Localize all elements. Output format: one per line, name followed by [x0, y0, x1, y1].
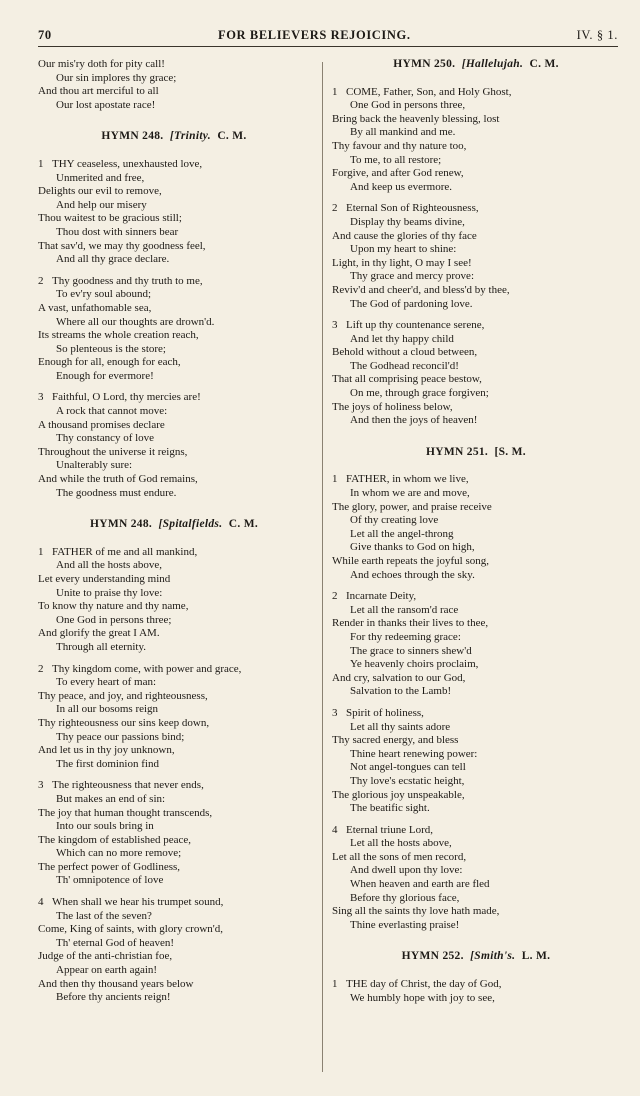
verse-line: Thou waitest to be gracious still;: [38, 212, 182, 225]
stanza: 2 Thy kingdom come, with power and grace, To every heart of man: Thy peace, and joy, and righteousness, In all our bosoms reign Thy righteousness our sins keep down, Thy peace our passions bind; And let us in thy joy unknown, The first dominion find: [38, 663, 310, 772]
column-divider: [322, 62, 323, 1072]
hymn-tune: [Trinity.: [169, 130, 211, 143]
verse-line: Let all thy saints adore: [350, 720, 451, 733]
verse-line: Faithful, O Lord, thy mercies are!: [52, 391, 201, 404]
running-title: FOR BELIEVERS REJOICING.: [218, 28, 411, 42]
hymn-tune: [Spitalfields.: [158, 518, 223, 531]
verse-line: And let us in thy joy unknown,: [38, 744, 175, 757]
verse-line: And cause the glories of thy face: [332, 229, 477, 242]
verse-line: Display thy beams divine,: [350, 215, 465, 228]
verse-line: Forgive, and after God renew,: [332, 167, 464, 180]
verse-line: Thine heart renewing power:: [350, 747, 478, 760]
verse-line: Bring back the heavenly blessing, lost: [332, 112, 500, 125]
verse-line: And glorify the great I AM.: [38, 627, 160, 640]
hymn-metre: C. M.: [228, 518, 259, 531]
verse-line: Incarnate Deity,: [346, 590, 417, 603]
verse-line: To ev'ry soul abound;: [56, 288, 152, 301]
verse-line: The glory, power, and praise receive: [332, 500, 492, 513]
verse-line: The glorious joy unspeakable,: [332, 788, 465, 801]
verse-line: Th' omnipotence of love: [56, 874, 164, 887]
verse-line: But makes an end of sin:: [56, 792, 166, 805]
verse-line: Ye heavenly choirs proclaim,: [350, 658, 479, 671]
verse-line: The perfect power of Godliness,: [38, 860, 181, 873]
verse-line: In whom we are and move,: [350, 487, 470, 500]
verse-line: Let all the sons of men record,: [332, 850, 467, 863]
stanza: 3 The righteousness that never ends, But makes an end of sin: The joy that human thought transcends, Into our souls bring in The kingdom of established peace, Which can no more remove; The perfect power of Godliness, Th' omnipotence of love: [38, 779, 310, 888]
verse-line: Thy peace, and joy, and righteousness,: [38, 689, 208, 702]
verse-line: THE day of Christ, the day of God,: [346, 978, 502, 991]
header-rule: [38, 46, 618, 47]
hymn-metre: L. M.: [521, 950, 551, 963]
verse-line: That all comprising peace bestow,: [332, 373, 482, 386]
verse-line: Let all the ransom'd race: [350, 603, 459, 616]
verse-line: The righteousness that never ends,: [52, 779, 204, 792]
verse-line: Thy love's ecstatic height,: [350, 774, 465, 787]
hymn-heading: [38, 518, 310, 532]
hymn-number: HYMN 250.: [393, 58, 456, 70]
verse-line: The beatific sight.: [350, 802, 430, 815]
right-column: [332, 58, 620, 1005]
verse-line: Thy sacred energy, and bless: [332, 734, 459, 747]
verse-line: Our mis'ry doth for pity call!: [38, 58, 165, 70]
verse-line: And cry, salvation to our God,: [332, 671, 466, 684]
verse-line: When shall we hear his trumpet sound,: [52, 896, 224, 909]
verse-line: The God of pardoning love.: [350, 297, 473, 310]
stanza: 2 Incarnate Deity, Let all the ransom'd race Render in thanks their lives to thee, For thy redeeming grace: The grace to sinners shew'd Ye heavenly choirs proclaim, And cry, salvation to our God, Salvation to the Lamb!: [332, 590, 620, 699]
verse-line: The grace to sinners shew'd: [350, 644, 472, 657]
verse-line: The last of the seven?: [56, 909, 152, 922]
verse-line: Into our souls bring in: [56, 820, 154, 833]
verse-line: Where all our thoughts are drown'd.: [56, 315, 215, 328]
verse-line: The Godhead reconcil'd!: [350, 359, 459, 372]
verse-line: FATHER of me and all mankind,: [52, 545, 198, 558]
hymn-heading: [38, 130, 310, 144]
verse-line: Salvation to the Lamb!: [350, 685, 452, 698]
stanza: 1 FATHER of me and all mankind, And all the hosts above, Let every understanding mind Unite to praise thy love: To know thy nature and thy name, One God in persons three; And glorify the great I AM. Through all eternity.: [38, 546, 310, 655]
verse-line: Before thy ancients reign!: [56, 991, 171, 1004]
verse-line: Thy favour and thy nature too,: [332, 139, 467, 152]
verse-line: Let all the angel-throng: [350, 527, 454, 540]
verse-line: When heaven and earth are fled: [350, 878, 490, 891]
verse-line: The joy that human thought transcends,: [38, 806, 213, 819]
verse-line: Give thanks to God on high,: [350, 541, 475, 554]
hymn-number: HYMN 252.: [401, 950, 464, 963]
verse-line: And all the hosts above,: [56, 559, 163, 572]
verse-line: Thy peace our passions bind;: [56, 730, 185, 743]
verse-line: Lift up thy countenance serene,: [346, 319, 485, 332]
verse-line: And keep us evermore.: [350, 180, 453, 193]
verse-line: Of thy creating love: [350, 514, 439, 527]
verse-line: Sing all the saints thy love hath made,: [332, 905, 500, 918]
verse-line: Thy goodness and thy truth to me,: [52, 274, 203, 287]
verse-line: Thy righteousness our sins keep down,: [38, 716, 210, 729]
verse-line: Reviv'd and cheer'd, and bless'd by thee,: [332, 283, 510, 296]
hymn-metre: C. M.: [529, 58, 559, 70]
verse-line: The first dominion find: [56, 757, 159, 770]
verse-line: Upon my heart to shine:: [350, 243, 457, 256]
verse-line: Unalterably sure:: [56, 459, 133, 472]
stanza: 4 When shall we hear his trumpet sound, The last of the seven? Come, King of saints, with glory crown'd, Th' eternal God of heaven! Judge of the anti-christian foe, Appear on earth again! And then thy thousand years below Before thy ancients reign!: [38, 896, 310, 1005]
verse-line: Appear on earth again!: [56, 964, 158, 977]
verse-line: Eternal triune Lord,: [346, 823, 434, 836]
verse-line: Behold without a cloud between,: [332, 346, 478, 359]
stanza: 2 Eternal Son of Righteousness, Display thy beams divine, And cause the glories of thy face Upon my heart to shine: Light, in thy light, O may I see! Thy grace and mercy prove: Reviv'd and cheer'd, and bless'd by thee, The God of pardoning love.: [332, 202, 620, 311]
stanza: 1 COME, Father, Son, and Holy Ghost, One God in persons three, Bring back the heavenly blessing, lost By all mankind and me. Thy favour and thy nature too, To me, to all restore; Forgive, and after God renew, And keep us evermore.: [332, 86, 620, 195]
verse-line: Before thy glorious face,: [350, 891, 460, 904]
verse-line: And all thy grace declare.: [56, 253, 170, 266]
hymn-tune: [Smith's.: [470, 950, 516, 963]
verse-line: Thy kingdom come, with power and grace,: [52, 662, 242, 675]
hymn-tune: [S. M.: [494, 445, 526, 458]
running-head: [38, 28, 618, 46]
verse-line: A vast, unfathomable sea,: [38, 301, 152, 314]
verse-line: Delights our evil to remove,: [38, 185, 162, 198]
verse-line: Not angel-tongues can tell: [350, 761, 466, 774]
hymn-number: HYMN 248.: [89, 518, 153, 531]
verse-line: Unite to praise thy love:: [56, 586, 163, 599]
verse-line: Unmerited and free,: [56, 171, 145, 184]
continuation-stanza: [38, 58, 310, 112]
hymn-heading: [332, 446, 620, 460]
verse-line: Which can no more remove;: [56, 847, 182, 860]
verse-line: So plenteous is the store;: [56, 342, 166, 355]
verse-line: Our sin implores thy grace;: [56, 71, 177, 84]
hymn-tune: [Hallelujah.: [461, 58, 524, 70]
verse-line: Thy grace and mercy prove:: [350, 270, 474, 283]
verse-line: Th' eternal God of heaven!: [56, 936, 175, 949]
verse-line: Spirit of holiness,: [346, 706, 424, 719]
verse-line: And while the truth of God remains,: [38, 473, 198, 486]
verse-line: A thousand promises declare: [38, 418, 165, 431]
verse-line: While earth repeats the joyful song,: [332, 555, 490, 567]
verse-line: Throughout the universe it reigns,: [38, 445, 188, 458]
verse-line: Light, in thy light, O may I see!: [332, 256, 472, 269]
verse-line: On me, through grace forgiven;: [350, 387, 489, 400]
hymn-number: HYMN 251.: [426, 445, 489, 458]
verse-line: And echoes through the sky.: [350, 568, 475, 581]
verse-line: That sav'd, we may thy goodness feel,: [38, 239, 206, 252]
page-number: 70: [38, 28, 52, 42]
verse-line: One God in persons three,: [350, 99, 466, 112]
verse-line: We humbly hope with joy to see,: [350, 991, 495, 1004]
verse-line: Let all the hosts above,: [350, 837, 452, 850]
hymn-heading: [332, 58, 620, 72]
stanza: 1 THY ceaseless, unexhausted love, Unmerited and free, Delights our evil to remove, And help our misery Thou waitest to be gracious still; Thou dost with sinners bear That sav'd, we may thy goodness feel, And all thy grace declare.: [38, 158, 310, 267]
verse-line: To me, to all restore;: [350, 153, 442, 166]
verse-line: Render in thanks their lives to thee,: [332, 617, 489, 630]
verse-line: THY ceaseless, unexhausted love,: [52, 157, 203, 170]
verse-line: Enough for evermore!: [56, 369, 154, 382]
verse-line: To every heart of man:: [56, 676, 157, 689]
verse-line: And let thy happy child: [350, 332, 454, 345]
verse-line: Its streams the whole creation reach,: [38, 329, 199, 342]
verse-line: The kingdom of established peace,: [38, 833, 192, 846]
verse-line: Judge of the anti-christian foe,: [38, 950, 173, 963]
verse-line: FATHER, in whom we live,: [346, 473, 469, 486]
verse-line: And then thy thousand years below: [38, 977, 194, 990]
stanza: 1 FATHER, in whom we live, In whom we are and move, The glory, power, and praise receive Of thy creating love Let all the angel-throng Give thanks to God on high, While earth repeats the joyful song, And echoes through the sky.: [332, 473, 620, 582]
verse-line: Enough for all, enough for each,: [38, 356, 181, 369]
left-column: [38, 58, 310, 1005]
hymn-metre: C. M.: [217, 130, 247, 143]
verse-line: Through all eternity.: [56, 640, 147, 653]
stanza: 4 Eternal triune Lord, Let all the hosts above, Let all the sons of men record, And dwell upon thy love: When heaven and earth are fled Before thy glorious face, Sing all the saints thy love hath made, Thine everlasting praise!: [332, 824, 620, 933]
verse-line: Come, King of saints, with glory crown'd,: [38, 923, 223, 936]
stanza: 3 Faithful, O Lord, thy mercies are! A rock that cannot move: A thousand promises declare Thy constancy of love Throughout the universe it reigns, Unalterably sure: And while the truth of God remains, The goodness must endure.: [38, 391, 310, 500]
stanza: 3 Lift up thy countenance serene, And let thy happy child Behold without a cloud between, The Godhead reconcil'd! That all comprising peace bestow, On me, through grace forgiven; The joys of holiness below, And then the joys of heaven!: [332, 319, 620, 428]
verse-line: And then the joys of heaven!: [350, 414, 478, 427]
hymn-heading: [332, 950, 620, 964]
verse-line: Let every understanding mind: [38, 573, 171, 585]
verse-line: And help our misery: [56, 198, 147, 211]
verse-line: COME, Father, Son, and Holy Ghost,: [346, 85, 512, 98]
verse-line: Thine everlasting praise!: [350, 918, 460, 931]
verse-line: The joys of holiness below,: [332, 400, 453, 413]
verse-line: For thy redeeming grace:: [350, 630, 461, 643]
stanza: 1 THE day of Christ, the day of God, We humbly hope with joy to see,: [332, 978, 620, 1005]
verse-line: In all our bosoms reign: [56, 703, 159, 716]
section-marker: IV. § 1.: [576, 28, 618, 42]
hymn-number: HYMN 248.: [101, 130, 164, 143]
verse-line: Thy constancy of love: [56, 432, 155, 445]
verse-line: A rock that cannot move:: [56, 405, 168, 418]
verse-line: Eternal Son of Righteousness,: [346, 202, 479, 215]
stanza: 3 Spirit of holiness, Let all thy saints adore Thy sacred energy, and bless Thine heart renewing power: Not angel-tongues can tell Thy love's ecstatic height, The glorious joy unspeakable, The beatific sight.: [332, 707, 620, 816]
verse-line: Thou dost with sinners bear: [56, 225, 179, 238]
verse-line: The goodness must endure.: [56, 486, 177, 499]
verse-line: And thou art merciful to all: [38, 85, 159, 98]
verse-line: And dwell upon thy love:: [350, 864, 463, 877]
verse-line: Our lost apostate race!: [56, 98, 156, 111]
verse-line: One God in persons three;: [56, 613, 172, 626]
verse-line: To know thy nature and thy name,: [38, 600, 189, 613]
stanza: 2 Thy goodness and thy truth to me, To ev'ry soul abound; A vast, unfathomable sea, Where all our thoughts are drown'd. Its streams the whole creation reach, So plenteous is the store; Enough for all, enough for each, Enough for evermore!: [38, 275, 310, 384]
verse-line: By all mankind and me.: [350, 126, 456, 139]
